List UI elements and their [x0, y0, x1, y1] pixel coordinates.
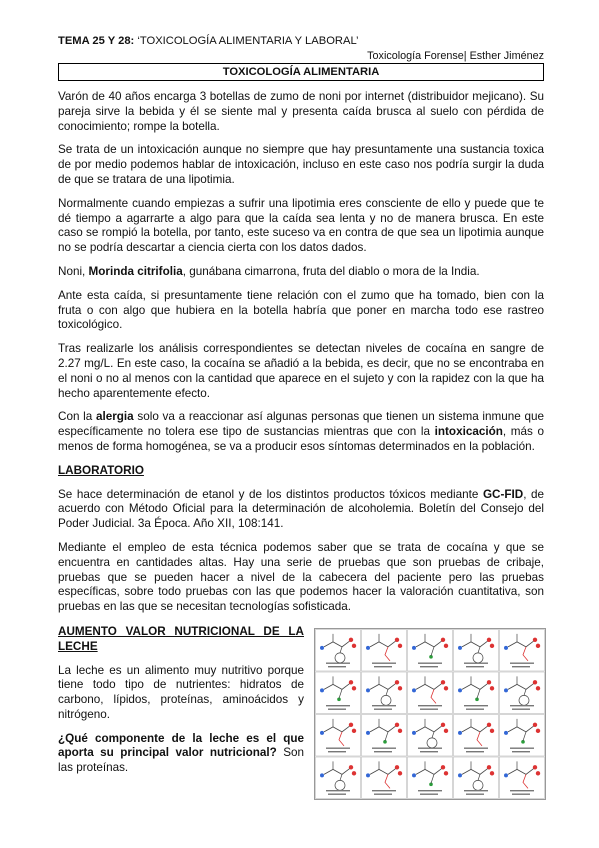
- term-intoxicacion: intoxicación: [434, 425, 503, 439]
- molecule-cell: [454, 629, 499, 671]
- species-name: Morinda citrifolia: [88, 264, 183, 278]
- paragraph-question: ¿Qué componente de la leche es el que aporta su principal valor nutricional? Son las proteínas.: [58, 731, 304, 775]
- paragraph-leche: La leche es un alimento muy nutritivo porque tiene todo tipo de nutrientes: hidratos de carbono, lípidos, proteínas, aminoácidos y nitrógeno.: [58, 663, 304, 721]
- paragraph-intoxication: Se trata de un intoxicación aunque no siempre que hay presuntamente una sustancia toxica de por medio podemos hablar de intoxicación, incluso en este caso nos podría surgir la duda de que se tratara de una lipotimia.: [58, 143, 544, 186]
- molecule-cell: [316, 757, 361, 799]
- paragraph-noni: Noni, Morinda citrifolia, gunábana cimarrona, fruta del diablo o mora de la India.: [58, 264, 480, 278]
- paragraph-lipotimia: Normalmente cuando empiezas a sufrir una lipotimia eres consciente de ello y puede que te dé tiempo a agarrarte a algo para que la caída sea lenta y no de manera brusca. En este caso se rompió la botella, por tanto, este suceso va en contra de que sea un lipotimia aunque no se podría descartar a ciencia cierta con los datos dados.: [58, 196, 544, 255]
- paragraph-fall: Ante esta caída, si presuntamente tiene relación con el zumo que ha tomado, bien con la fruta o con algo que hubiera en la botella habría que poner en marcha todo ese rastreo toxicológico.: [58, 288, 544, 332]
- molecule-cell: [454, 757, 499, 799]
- molecule-cell: [362, 757, 407, 799]
- molecule-cell: [362, 714, 407, 756]
- molecule-cell: [500, 714, 545, 756]
- term-gcfid: GC-FID: [482, 487, 524, 501]
- molecule-cell: [316, 629, 361, 671]
- paragraph-allergy: Con la alergia solo va a reaccionar así algunas personas que tienen un sistema inmune que específicamente no tolera ese tipo de sustancias mientras que con la intoxicación, más o menos de forma homogénea, se va a producir esos síntomas determinados en la población.: [58, 410, 544, 453]
- document-subtitle: Toxicología Forense| Esther Jiménez: [58, 50, 544, 64]
- term-alergia: alergia: [95, 410, 134, 424]
- paragraph-gcfid: Se hace determinación de etanol y de los distintos productos tóxicos mediante GC-FID, de acuerdo con Método Oficial para la determinación de alcoholemia. Boletín del Consejo del Poder Judicial. 3a Época. Año XII, 108:141.: [58, 487, 544, 531]
- molecule-cell: [408, 629, 453, 671]
- topic-label: TEMA 25 Y 28:: [58, 35, 135, 47]
- molecule-cell: [454, 714, 499, 756]
- heading-aumento: AUMENTO VALOR NUTRICIONAL DE LA LECHE: [58, 624, 304, 653]
- molecule-cell: [500, 757, 545, 799]
- molecule-cell: [408, 714, 453, 756]
- molecule-cell: [316, 672, 361, 714]
- molecule-cell: [362, 672, 407, 714]
- molecule-cell: [454, 672, 499, 714]
- nutrition-text: [58, 625, 304, 776]
- paragraph-case: Varón de 40 años encarga 3 botellas de zumo de noni por internet (distribuidor mejicano). Su pareja sirve la bebida y él se siente mal y presenta caída brusca al suelo con pérdida de conocimiento; rompe la botella.: [58, 90, 544, 133]
- nutrition-section: [58, 625, 544, 825]
- molecule-cell: [500, 629, 545, 671]
- molecule-cell: [316, 714, 361, 756]
- document-page: [58, 34, 544, 825]
- amino-acids-structures-image: [315, 629, 545, 799]
- section-title: TOXICOLOGÍA ALIMENTARIA: [58, 64, 544, 81]
- heading-laboratorio: LABORATORIO: [58, 463, 144, 477]
- molecule-cell: [408, 757, 453, 799]
- molecule-cell: [408, 672, 453, 714]
- topic-title: ‘TOXICOLOGÍA ALIMENTARIA Y LABORAL’: [134, 35, 359, 47]
- document-header: [58, 34, 544, 48]
- paragraph-technique: Mediante el empleo de esta técnica podemos saber que se trata de cocaína y que se encuentra en cantidades altas. Hay una serie de pruebas que son pruebas de cribaje, pruebas que se pueden hacer a nivel de la cabecera del paciente pero las pruebas específicas, sobre todo pruebas con las que podemos hacer la valoración cuantitativa, son pruebas en las que se necesitan tecnologías sofisticada.: [58, 540, 544, 614]
- amino-acids-structures-figure: [314, 628, 546, 800]
- paragraph-cocaine: Tras realizarle los análisis correspondientes se detectan niveles de cocaína en sangre de 2.27 mg/L. En este caso, la cocaína se añadió a la bebida, es decir, que no se encontraba en el noni o no al menos con la cantidad que aparece en el sujeto y con la rapidez con la que ha hecho aparentemente efecto.: [58, 342, 544, 400]
- molecule-cell: [362, 629, 407, 671]
- molecule-cell: [500, 672, 545, 714]
